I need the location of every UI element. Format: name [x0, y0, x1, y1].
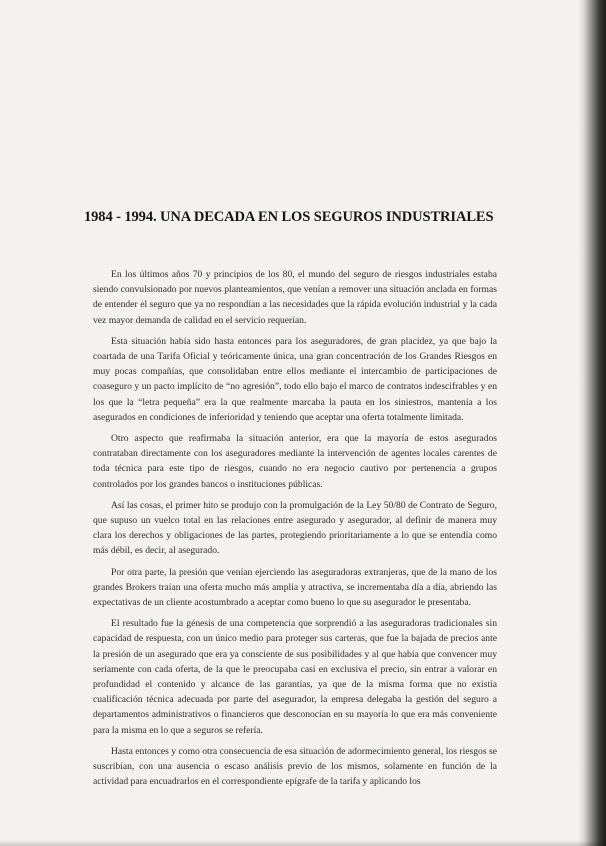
page-bottom-shadow — [0, 840, 606, 846]
paragraph: Esta situación había sido hasta entonces para los aseguradores, de gran placidez, ya que bajo la coartada de una Tarifa Oficial y teóricamente única, una gran concentración de los Grandes Riesgos en muy pocas compañías, que consolidaban entre ellos mediante el intercambio de participaciones de coaseguro y un pacto implícito de “no agresión”, todo ello bajo el marco de contratos indescifrables y en los que la “letra pequeña” era la que realmente marcaba la pauta en los siniestros, mantenía a los asegurados en condiciones de inferioridad y teniendo que aceptar una oferta totalmente limitada. — [93, 335, 497, 423]
chapter-title: 1984 - 1994. UNA DECADA EN LOS SEGUROS INDUSTRIALES — [84, 209, 494, 225]
paragraph: En los últimos años 70 y principios de los 80, el mundo del seguro de riesgos industriales estaba siendo convulsionado por nuevos planteamientos, que venían a remover una situación anclada en formas de entender el seguro que ya no respondían a las necesidades que la rápida evolución industrial y la cada vez mayor demanda de calidad en el servicio requerían. — [93, 269, 497, 326]
paragraph: Otro aspecto que reafirmaba la situación anterior, era que la mayoría de estos asegurados contrataban directamente con los aseguradores mediante la intervención de agentes locales carentes de toda técnica para este tipo de riesgos, cuando no era negocio cautivo por pertenencia a grupos controlados por los grandes bancos o instituciones públicas. — [93, 433, 497, 490]
body-text — [93, 267, 497, 790]
page-binding-edge — [584, 0, 606, 846]
paragraph: El resultado fue la génesis de una competencia que sorprendió a las aseguradoras tradicionales sin capacidad de respuesta, con un único medio para proteger sus carteras, que fue la bajada de precios ante la presión de un asegurado que era ya consciente de sus posibilidades y al que había que convencer muy seriamente con cada oferta, de la que le preocupaba casi en exclusiva el precio, sin entrar a valorar en profundidad el contenido y alcance de las garantías, ya que de la misma forma que no existía cualificación técnica adecuada por parte del asegurador, la empresa delegaba la gestión del seguro a departamentos administrativos o financieros que desconocían en su mayoría lo que era más conveniente para la misma en lo que a seguros se refería. — [93, 618, 497, 736]
paragraph: Así las cosas, el primer hito se produjo con la promulgación de la Ley 50/80 de Contrato de Seguro, que supuso un vuelco total en las relaciones entre asegurado y asegurador, al definir de manera muy clara los derechos y obligaciones de las partes, protegiendo prioritariamente a lo que se entendía como más débil, es decir, al asegurado. — [93, 499, 497, 557]
paragraph: Hasta entonces y como otra consecuencia de esa situación de adormecimiento general, los riesgos se suscribían, con una ausencia o escaso análisis previo de los mismos, solamente en función de la actividad para encuadrarlos en el correspondiente epígrafe de la tarifa y aplicando los — [93, 745, 497, 788]
paragraph: Por otra parte, la presión que venían ejerciendo las aseguradoras extranjeras, que de la mano de los grandes Brokers traían una oferta mucho más amplia y atractiva, se incrementaba día a día, abriendo las expectativas de un cliente acostumbrado a aceptar como bueno lo que su asegurador le presentaba. — [93, 566, 497, 609]
